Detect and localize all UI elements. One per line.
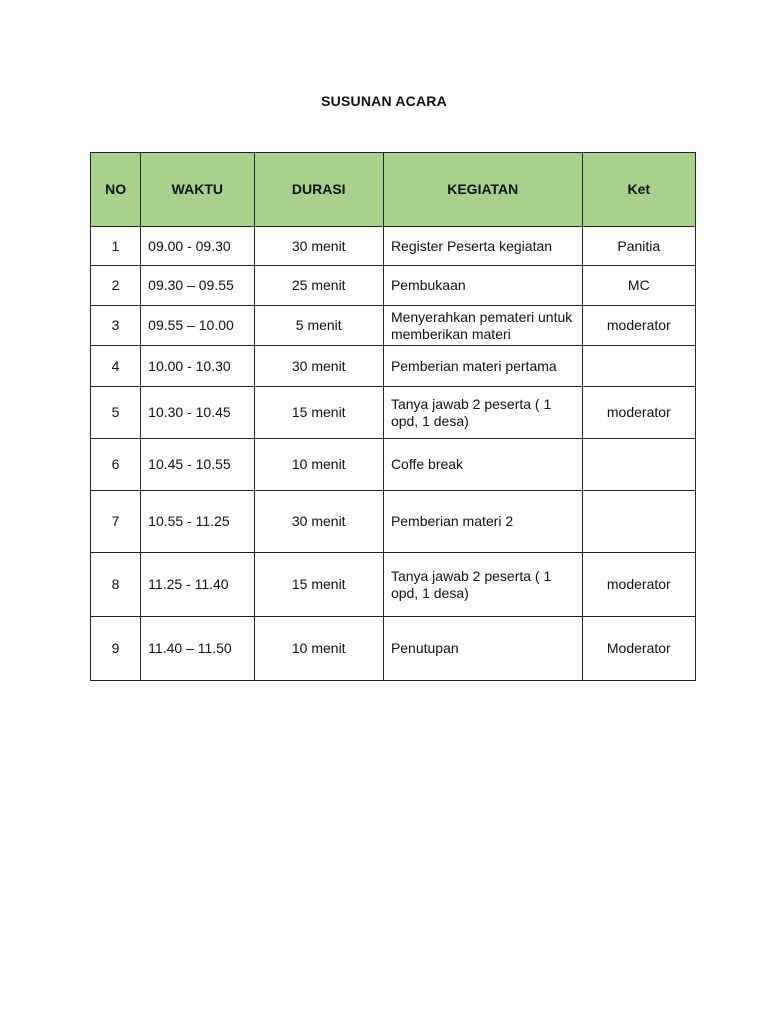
cell-ket xyxy=(582,491,695,553)
cell-waktu: 09.00 - 09.30 xyxy=(141,227,254,266)
cell-kegiatan: Tanya jawab 2 peserta ( 1 opd, 1 desa) xyxy=(383,553,582,617)
cell-kegiatan: Penutupan xyxy=(383,617,582,681)
cell-waktu: 11.40 – 11.50 xyxy=(141,617,254,681)
cell-ket: moderator xyxy=(582,387,695,439)
cell-no: 4 xyxy=(91,346,141,387)
cell-durasi: 30 menit xyxy=(254,491,383,553)
cell-kegiatan: Pembukaan xyxy=(383,266,582,306)
cell-waktu: 10.45 - 10.55 xyxy=(141,439,254,491)
cell-durasi: 10 menit xyxy=(254,617,383,681)
header-durasi: DURASI xyxy=(254,153,383,227)
cell-kegiatan: Menyerahkan pemateri untuk memberikan materi xyxy=(383,306,582,346)
header-kegiatan: KEGIATAN xyxy=(383,153,582,227)
cell-waktu: 09.30 – 09.55 xyxy=(141,266,254,306)
cell-durasi: 30 menit xyxy=(254,346,383,387)
cell-ket xyxy=(582,439,695,491)
cell-durasi: 5 menit xyxy=(254,306,383,346)
cell-no: 7 xyxy=(91,491,141,553)
cell-ket: moderator xyxy=(582,306,695,346)
cell-durasi: 25 menit xyxy=(254,266,383,306)
cell-kegiatan: Pemberian materi pertama xyxy=(383,346,582,387)
schedule-table xyxy=(90,152,696,681)
cell-ket xyxy=(582,346,695,387)
table-row xyxy=(91,227,696,266)
cell-waktu: 10.30 - 10.45 xyxy=(141,387,254,439)
header-ket: Ket xyxy=(582,153,695,227)
cell-no: 9 xyxy=(91,617,141,681)
cell-no: 3 xyxy=(91,306,141,346)
cell-waktu: 11.25 - 11.40 xyxy=(141,553,254,617)
cell-ket: moderator xyxy=(582,553,695,617)
cell-durasi: 15 menit xyxy=(254,553,383,617)
cell-waktu: 10.55 - 11.25 xyxy=(141,491,254,553)
cell-kegiatan: Pemberian materi 2 xyxy=(383,491,582,553)
cell-ket: MC xyxy=(582,266,695,306)
cell-no: 5 xyxy=(91,387,141,439)
cell-kegiatan: Coffe break xyxy=(383,439,582,491)
cell-no: 1 xyxy=(91,227,141,266)
table-row xyxy=(91,491,696,553)
table-header-row xyxy=(91,153,696,227)
cell-durasi: 10 menit xyxy=(254,439,383,491)
table-row xyxy=(91,306,696,346)
cell-no: 6 xyxy=(91,439,141,491)
cell-durasi: 30 menit xyxy=(254,227,383,266)
cell-kegiatan: Register Peserta kegiatan xyxy=(383,227,582,266)
cell-no: 2 xyxy=(91,266,141,306)
table-row xyxy=(91,387,696,439)
table-row xyxy=(91,439,696,491)
cell-ket: Panitia xyxy=(582,227,695,266)
table-row xyxy=(91,346,696,387)
cell-no: 8 xyxy=(91,553,141,617)
header-no: NO xyxy=(91,153,141,227)
cell-waktu: 09.55 – 10.00 xyxy=(141,306,254,346)
header-waktu: WAKTU xyxy=(141,153,254,227)
cell-durasi: 15 menit xyxy=(254,387,383,439)
cell-ket: Moderator xyxy=(582,617,695,681)
table-row xyxy=(91,266,696,306)
cell-waktu: 10.00 - 10.30 xyxy=(141,346,254,387)
document-title: SUSUNAN ACARA xyxy=(321,93,447,109)
table-row xyxy=(91,617,696,681)
cell-kegiatan: Tanya jawab 2 peserta ( 1 opd, 1 desa) xyxy=(383,387,582,439)
table-row xyxy=(91,553,696,617)
